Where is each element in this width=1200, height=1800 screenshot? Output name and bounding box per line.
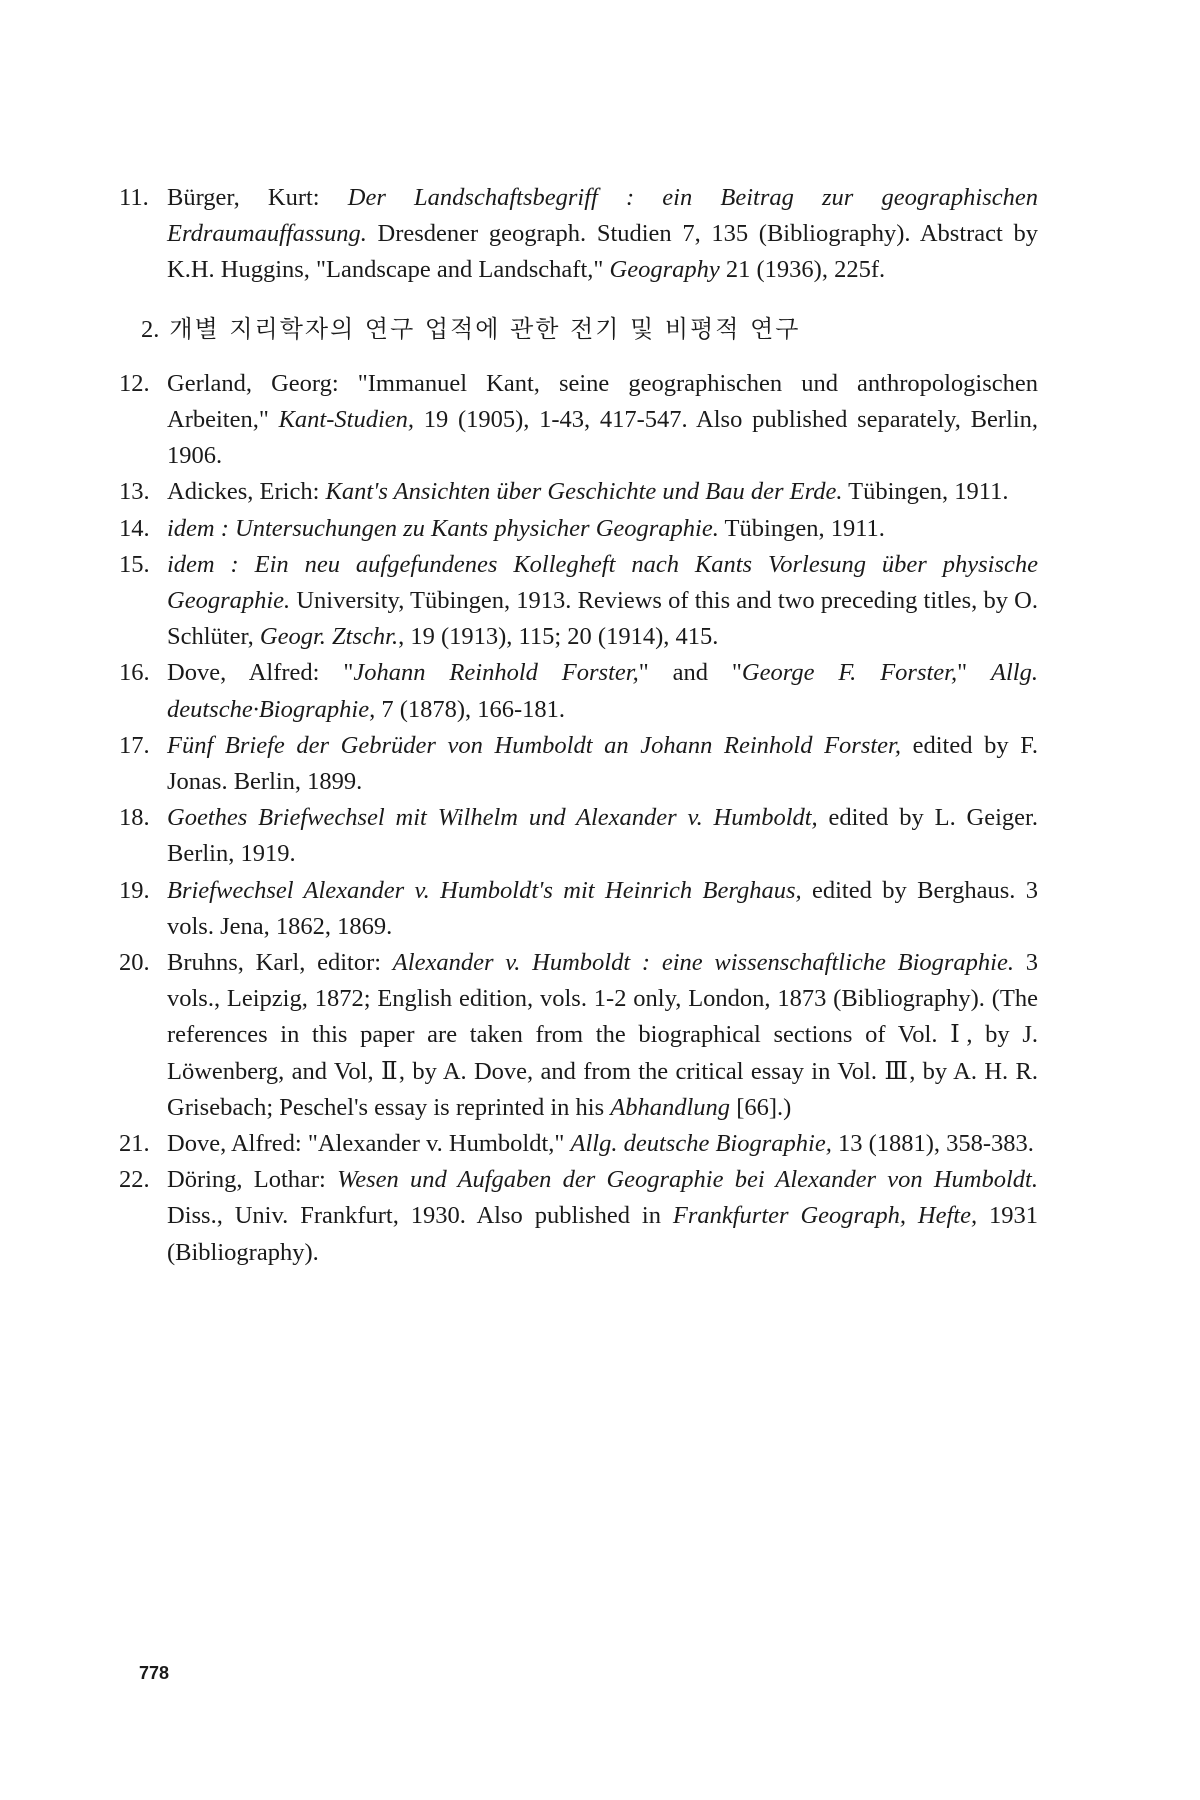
entry-text: edited by Berghaus. 3 vols. Jena, 1862, 1869. [167,876,1038,940]
entry-number: 18. [119,804,150,832]
entry-number: 15. [119,550,150,578]
entry-text: University, Tübingen, 1913. Reviews of this and two preceding titles, by O. Schlüter, [167,587,1038,651]
entry-title-text: Alexander v. Humboldt : eine wissenschaftliche Biographie. [392,949,1014,977]
entry-text: Diss., Univ. Frankfurt, 1930. Also published in [167,1202,673,1230]
bibliography-entry [119,945,1039,1126]
entry-number: 21. [119,1130,150,1158]
entry-title-text: Fünf Briefe der Gebrüder von Humboldt an Johann Reinhold Forster, [167,731,901,759]
entry-number: 13. [119,478,150,506]
entry-text: 19 (1905), 1-43, 417-547. Also published separately, Berlin, 1906. [167,406,1038,470]
entry-text: Tübingen, 1911. [718,514,885,542]
entry-text: Adickes, Erich: [167,478,326,506]
entry-title-text: Johann Reinhold Forster, [353,659,639,687]
entry-title-text: Wesen und Aufgaben der Geographie bei Alexander von Humboldt. [337,1166,1038,1194]
entry-title-text: Abhandlung [610,1093,731,1121]
bibliography-entry [119,1162,1039,1271]
entry-title-text: Frankfurter Geograph, Hefte, [672,1202,978,1230]
bibliography-entry [119,1126,1038,1162]
entry-title-text: Geogr. Ztschr. [259,623,399,651]
entry-number: 12. [119,369,150,397]
entry-number: 20. [119,949,150,977]
entry-number: 16. [119,659,150,687]
entry-text: edited by F. Jonas. Berlin, 1899. [167,731,1038,796]
entry-text: edited by L. Geiger. Berlin, 1919. [167,804,1038,868]
entry-number: 17. [119,731,150,759]
entry-title-text: Geography [609,256,720,284]
entry-number: 14. [119,514,150,542]
entry-title-text: Kant's Ansichten über Geschichte und Bau der Erde. [325,478,843,506]
section-title: 개별 지리학자의 연구 업적에 관한 전기 및 비평적 연구 [169,314,801,343]
entry-title-text: Allg. deutsche·Biographie, [167,659,1038,723]
entry-text: " [957,659,992,687]
bibliography-entry [119,511,1038,547]
entry-text: 7 (1878), 166-181. [375,695,566,723]
entry-text: 13 (1881), 358-383. [831,1130,1034,1158]
bibliography-entry [119,547,1038,656]
entry-text: Bruhns, Karl, editor: [167,949,393,977]
entry-text: , 19 (1913), 115; 20 (1914), 415. [398,623,719,651]
entry-text: Tübingen, 1911. [842,478,1009,506]
entry-title-text: Kant-Studien, [278,406,414,434]
entry-title-text: Briefwechsel Alexander v. Humboldt's mit Heinrich Berghaus, [167,876,802,904]
entry-text: 1931 (Bibliography). [167,1202,1039,1266]
entry-text: " and " [638,659,742,687]
entry-title-text: Der Landschaftsbegriff : ein Beitrag zur geographischen Erdraumauffassung. [167,184,1039,248]
section-heading [141,311,1038,348]
entry-number: 22. [119,1166,150,1194]
entry-title-text: idem : Untersuchungen zu Kants physicher Geographie. [167,514,719,542]
bibliography-entry [119,800,1038,872]
entry-text: Dove, Alfred: " [167,659,354,687]
entry-text: Gerland, Georg: "Immanuel Kant, seine geographischen und anthropologischen Arbeiten," [167,369,1038,434]
bibliography-entry [119,180,1039,289]
entry-text: 3 vols., Leipzig, 1872; English edition, vols. 1-2 only, London, 1873 (Bibliography). (The references in this paper are taken from the biographical sections of Vol. Ⅰ, by J. Löwenberg, and Vol, Ⅱ, by A. Dove, and from the critical essay in Vol. Ⅲ, by A. H. R. Grisebach; Peschel's essay is reprinted in his [167,949,1039,1121]
page-number: 778 [139,1663,170,1683]
bibliography-entry [119,728,1038,800]
entry-text: [66].) [730,1093,792,1121]
entry-title-text: idem : Ein neu aufgefundenes Kollegheft nach Kants Vorlesung über physische Geographie. [167,550,1038,615]
entry-text: Dove, Alfred: "Alexander v. Humboldt," [167,1130,571,1158]
bibliography-entry [119,366,1038,475]
bibliography-entry [119,655,1038,727]
section-number: 2. [141,315,160,343]
bibliography-entry [119,474,1038,510]
entry-number: 19. [119,876,150,904]
entry-text: 21 (1936), 225f. [719,256,886,284]
entry-title-text: Goethes Briefwechsel mit Wilhelm und Alexander v. Humboldt, [167,804,818,832]
bibliography-entry [119,873,1038,945]
entry-text: Döring, Lothar: [167,1166,338,1194]
entry-text: Bürger, Kurt: [167,184,348,211]
entry-text: Dresdener geograph. Studien 7, 135 (Bibliography). Abstract by K.H. Huggins, "Landscape and Landschaft," [167,220,1038,284]
entry-number: 11. [119,184,149,211]
bibliography-list [119,180,1039,1271]
entry-title-text: Allg. deutsche Biographie, [570,1130,832,1158]
entry-title-text: George F. Forster, [741,659,958,687]
